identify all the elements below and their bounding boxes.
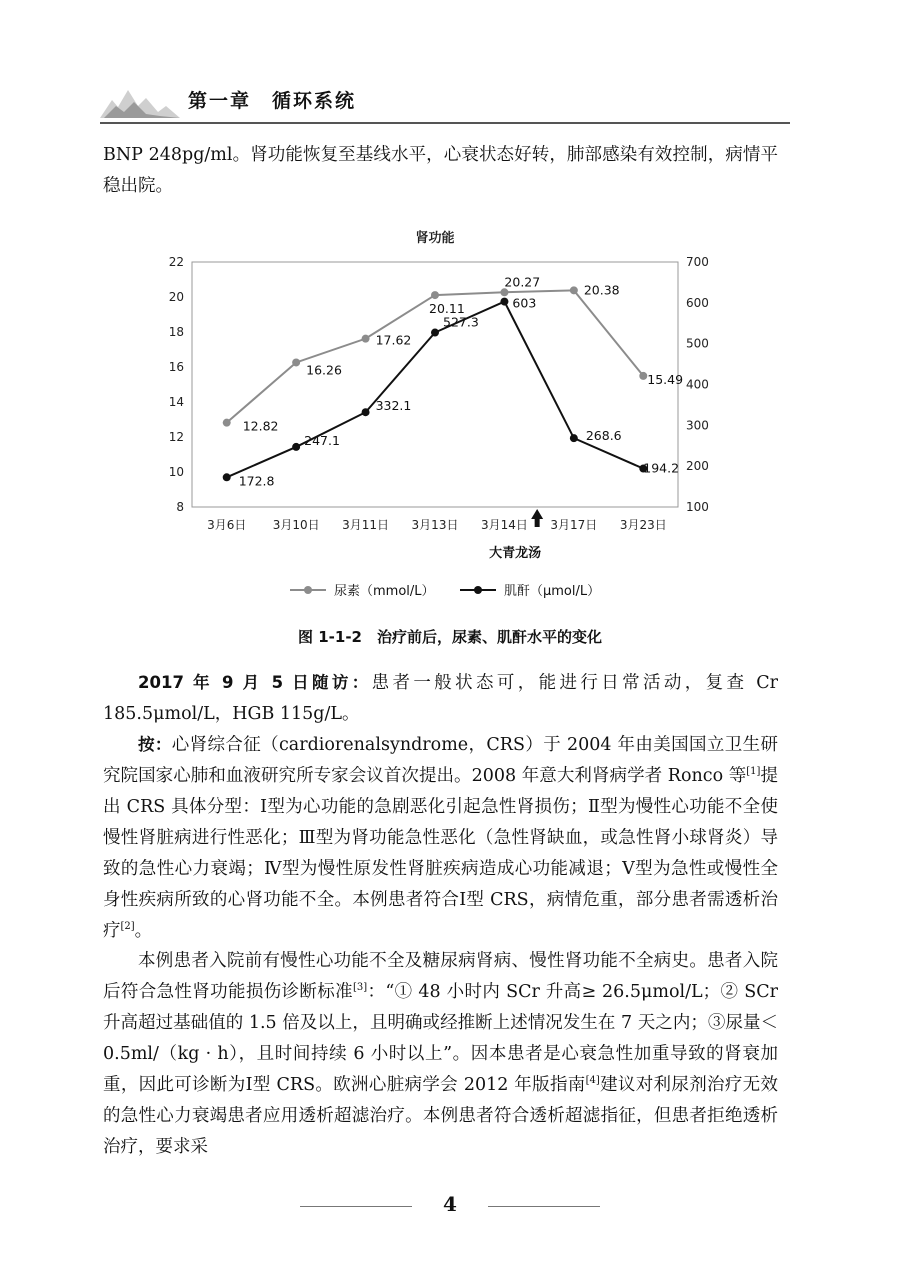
series-2-point <box>431 329 439 337</box>
series-1-data-label: 15.49 <box>647 371 684 387</box>
series-2-data-label: 527.3 <box>443 314 479 330</box>
legend-swatch-marker-1 <box>304 586 312 594</box>
followup-text: 患者一般状态可，能进行日常活动，复查 Cr 185.5μmol/L，HGB 115g/L。 <box>103 673 778 724</box>
intro-paragraph: BNP 248pg/ml。肾功能恢复至基线水平，心衰状态好转，肺部感染有效控制，病情平稳出院。 <box>103 145 778 196</box>
series-1-data-label: 16.26 <box>306 362 342 378</box>
up-arrow-icon <box>531 509 543 527</box>
y-left-tick-label: 16 <box>168 360 184 374</box>
y-right-tick-label: 100 <box>686 500 709 514</box>
y-right-tick-label: 200 <box>686 459 709 474</box>
series-2-point <box>292 443 300 451</box>
x-tick-label: 3月10日 <box>272 518 320 532</box>
series-2-point <box>362 408 370 416</box>
chapter-header <box>100 80 790 124</box>
followup-lead: 2017 年 9 月 5 日随访： <box>138 673 372 692</box>
note-text-1: 心肾综合征（cardiorenalsyndrome，CRS）于 2004 年由美国国立卫生研究院国家心肺和血液研究所专家会议首次提出。2008 年意大利肾病学者 Ronco 等 <box>103 735 778 786</box>
series-1-data-label: 20.11 <box>429 301 465 317</box>
note-text-2: 提出 CRS 具体分型：Ⅰ型为心功能的急剧恶化引起急性肾损伤；Ⅱ型为慢性心功能不全使慢性肾脏病进行性恶化；Ⅲ型为肾功能急性恶化（急性肾缺血，或急性肾小球肾炎）导致的急性心力衰竭；Ⅳ型为慢性原发性肾脏疾病造成心功能减退；Ⅴ型为急性或慢性全身性疾病所致的心肾功能不全。本例患者符合Ⅰ型 CRS，病情危重，部分患者需透析治疗 <box>103 766 779 941</box>
x-tick-label: 3月14日 <box>480 518 528 532</box>
chart-title: 肾功能 <box>415 231 455 246</box>
series-2-data-label: 268.6 <box>585 428 622 444</box>
y-right-tick-label: 700 <box>686 255 709 269</box>
reference-4: [4] <box>585 1075 600 1087</box>
series-2-data-label: 172.8 <box>238 473 275 489</box>
y-left-tick-label: 18 <box>168 325 184 339</box>
x-tick-label: 3月6日 <box>207 518 247 532</box>
y-left-tick-label: 8 <box>176 500 184 514</box>
series-2-point <box>500 298 508 306</box>
note-paragraph <box>103 729 778 947</box>
case-paragraph <box>103 946 778 1163</box>
y-left-tick-label: 20 <box>168 290 184 304</box>
y-right-tick-label: 400 <box>686 377 709 392</box>
series-1-point <box>639 372 647 380</box>
mountain-logo-icon <box>100 80 180 120</box>
series-1-point <box>431 291 439 299</box>
x-tick-label: 3月23日 <box>619 518 667 532</box>
reference-2: [2] <box>120 921 135 933</box>
y-left-tick-label: 10 <box>168 465 184 479</box>
series-2-data-label: 603 <box>512 295 537 311</box>
series-1-point <box>362 335 370 343</box>
annotation-label: 大青龙汤 <box>489 546 542 561</box>
series-2-point <box>570 434 578 442</box>
followup-paragraph <box>103 667 778 730</box>
y-right-tick-label: 500 <box>686 336 709 351</box>
reference-1: [1] <box>746 766 761 778</box>
note-lead: 按： <box>138 735 172 754</box>
series-1-data-label: 20.38 <box>583 282 620 298</box>
x-tick-label: 3月11日 <box>342 518 390 532</box>
y-left-tick-label: 14 <box>168 395 184 409</box>
legend-label-1: 尿素（mmol/L） <box>334 584 435 599</box>
series-1-point <box>570 286 578 294</box>
kidney-function-chart <box>150 220 750 620</box>
chapter-title: 第一章 循环系统 <box>188 90 357 112</box>
series-2-point <box>223 473 231 481</box>
x-tick-label: 3月17日 <box>550 518 598 532</box>
legend-swatch-marker-2 <box>474 586 482 594</box>
note-text-3: 。 <box>134 921 153 941</box>
x-tick-label: 3月13日 <box>411 518 459 532</box>
series-1-point <box>223 419 231 427</box>
series-line-2 <box>227 302 644 478</box>
reference-3: [3] <box>352 982 368 994</box>
y-right-tick-label: 600 <box>686 295 709 310</box>
series-1-data-label: 17.62 <box>375 332 412 348</box>
series-1-point <box>500 288 508 296</box>
series-1-point <box>292 358 300 366</box>
page-footer <box>0 1186 900 1226</box>
series-2-data-label: 332.1 <box>375 398 412 414</box>
series-2-data-label: 194.2 <box>643 460 680 476</box>
series-1-data-label: 20.27 <box>504 274 541 290</box>
y-right-tick-label: 300 <box>686 418 709 433</box>
header-rule <box>100 122 790 124</box>
y-left-tick-label: 22 <box>168 255 184 269</box>
y-left-tick-label: 12 <box>168 430 184 444</box>
series-1-data-label: 12.82 <box>242 418 279 434</box>
figure-caption: 图 1-1-2 治疗前后，尿素、肌酐水平的变化 <box>298 628 602 646</box>
case-text-1: 本例患者入院前有慢性心功能不全及糖尿病肾病、慢性肾功能不全病史。患者入院后符合急性肾功能损伤诊断标准 <box>103 951 778 1002</box>
case-text-2: ：“① 48 小时内 SCr 升高≥ 26.5μmol/L；② SCr 升高超过基础值的 1.5 倍及以上，且明确或经推断上述情况发生在 7 天之内；③尿量＜ 0.5ml/（kg · h），且时间持续 6 小时以上”。因本患者是心衰急性加重导致的肾衰加重，因此可诊断为Ⅰ型 CRS。欧洲心脏病学会 2012 年版指南 <box>103 982 778 1095</box>
legend-label-2: 肌酐（μmol/L） <box>504 584 601 599</box>
page-number: 4 <box>443 1192 457 1216</box>
series-2-data-label: 247.1 <box>304 432 340 448</box>
case-text-3: 建议对利尿剂治疗无效的急性心力衰竭患者应用透析超滤治疗。本例患者符合透析超滤指征，但患者拒绝透析治疗，要求采 <box>103 1075 778 1157</box>
